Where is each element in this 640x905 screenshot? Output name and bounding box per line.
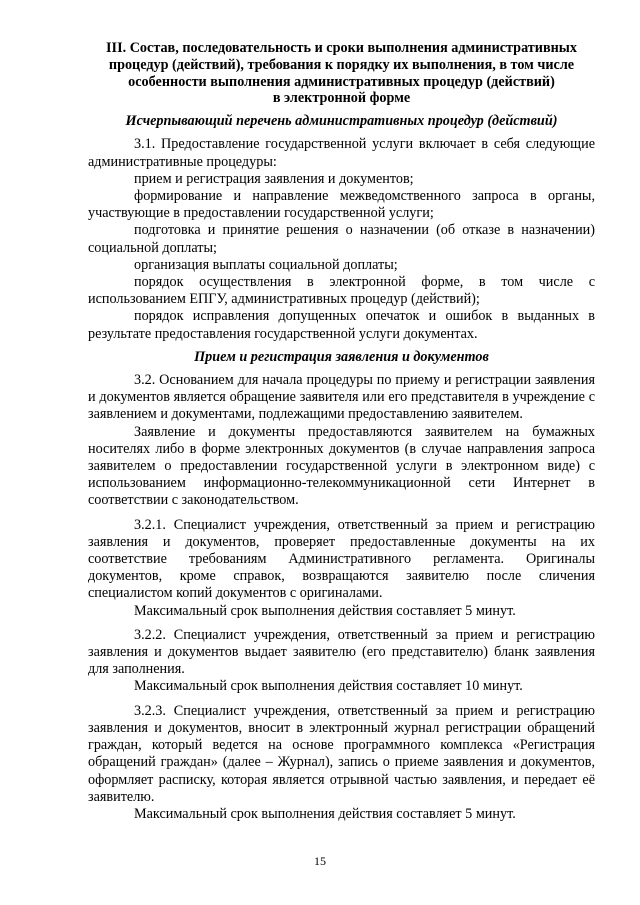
section-title-line: процедур (действий), требования к порядку их выполнения, в том числе <box>108 56 575 73</box>
time-limit-3-2-3: Максимальный срок выполнения действия составляет 5 минут. <box>134 805 516 822</box>
list-item: формирование и направление межведомственного запроса в органы, участвующие в предоставлении государственной услуги; <box>88 188 595 222</box>
paragraph-3-2-3: 3.2.3. Специалист учреждения, ответственный за прием и регистрацию заявления и документов, вносит в электронный журнал регистрации обращений граждан, который ведется на основе программного комплекса «Регистрация обращений граждан» (далее – Журнал), запись о приеме заявления и документов, оформляет расписку, которая является отрывной частью заявления, и передает её заявителю. <box>88 702 595 805</box>
list-item: порядок осуществления в электронной форме, в том числе с использованием ЕПГУ, административных процедур (действий); <box>88 274 595 308</box>
section-title <box>88 40 595 107</box>
paragraph-3-2-documents: Заявление и документы предоставляются заявителем на бумажных носителях либо в форме электронных документов (в случае направления запроса заявителем о предоставлении государственной услуги в электронном виде) с использованием информационно-телекоммуникационной сети Интернет в соответствии с законодательством. <box>88 423 595 509</box>
section-title-line: особенности выполнения административных процедур (действий) <box>128 73 555 90</box>
page-number: 15 <box>314 854 326 868</box>
list-item: порядок исправления допущенных опечаток и ошибок в выданных в результате предоставления государственной услуги документах. <box>88 308 595 342</box>
section-title-line: III. Состав, последовательность и сроки выполнения административных <box>106 40 577 56</box>
paragraph-3-2: 3.2. Основанием для начала процедуры по приему и регистрации заявления и документов является обращение заявителя или его представителя в учреждение с заявлением и документами, подлежащими предоставлению заявителем. <box>88 372 595 423</box>
time-limit-3-2-1: Максимальный срок выполнения действия составляет 5 минут. <box>134 602 516 619</box>
subheading-procedures-list: Исчерпывающий перечень административных процедур (действий) <box>125 113 558 130</box>
list-item: подготовка и принятие решения о назначении (об отказе в назначении) социальной доплаты; <box>88 222 595 256</box>
list-item: организация выплаты социальной доплаты; <box>134 256 398 273</box>
subheading-reception: Прием и регистрация заявления и документов <box>194 348 489 365</box>
time-limit-3-2-2: Максимальный срок выполнения действия составляет 10 минут. <box>134 678 523 695</box>
section-title-line: в электронной форме <box>272 90 411 107</box>
list-item: прием и регистрация заявления и документов; <box>134 170 414 187</box>
paragraph-3-2-2: 3.2.2. Специалист учреждения, ответственный за прием и регистрацию заявления и документов выдает заявителю (его представителю) бланк заявления для заполнения. <box>88 626 595 678</box>
paragraph-3-2-1: 3.2.1. Специалист учреждения, ответственный за прием и регистрацию заявления и документов, проверяет предоставленные документы на их соответствие требованиям Административного регламента. Оригиналы документов, кроме справок, возвращаются заявителю после сличения специалистом копий документов с оригиналами. <box>88 516 595 602</box>
paragraph-3-1: 3.1. Предоставление государственной услуги включает в себя следующие административные процедуры: <box>88 136 595 170</box>
